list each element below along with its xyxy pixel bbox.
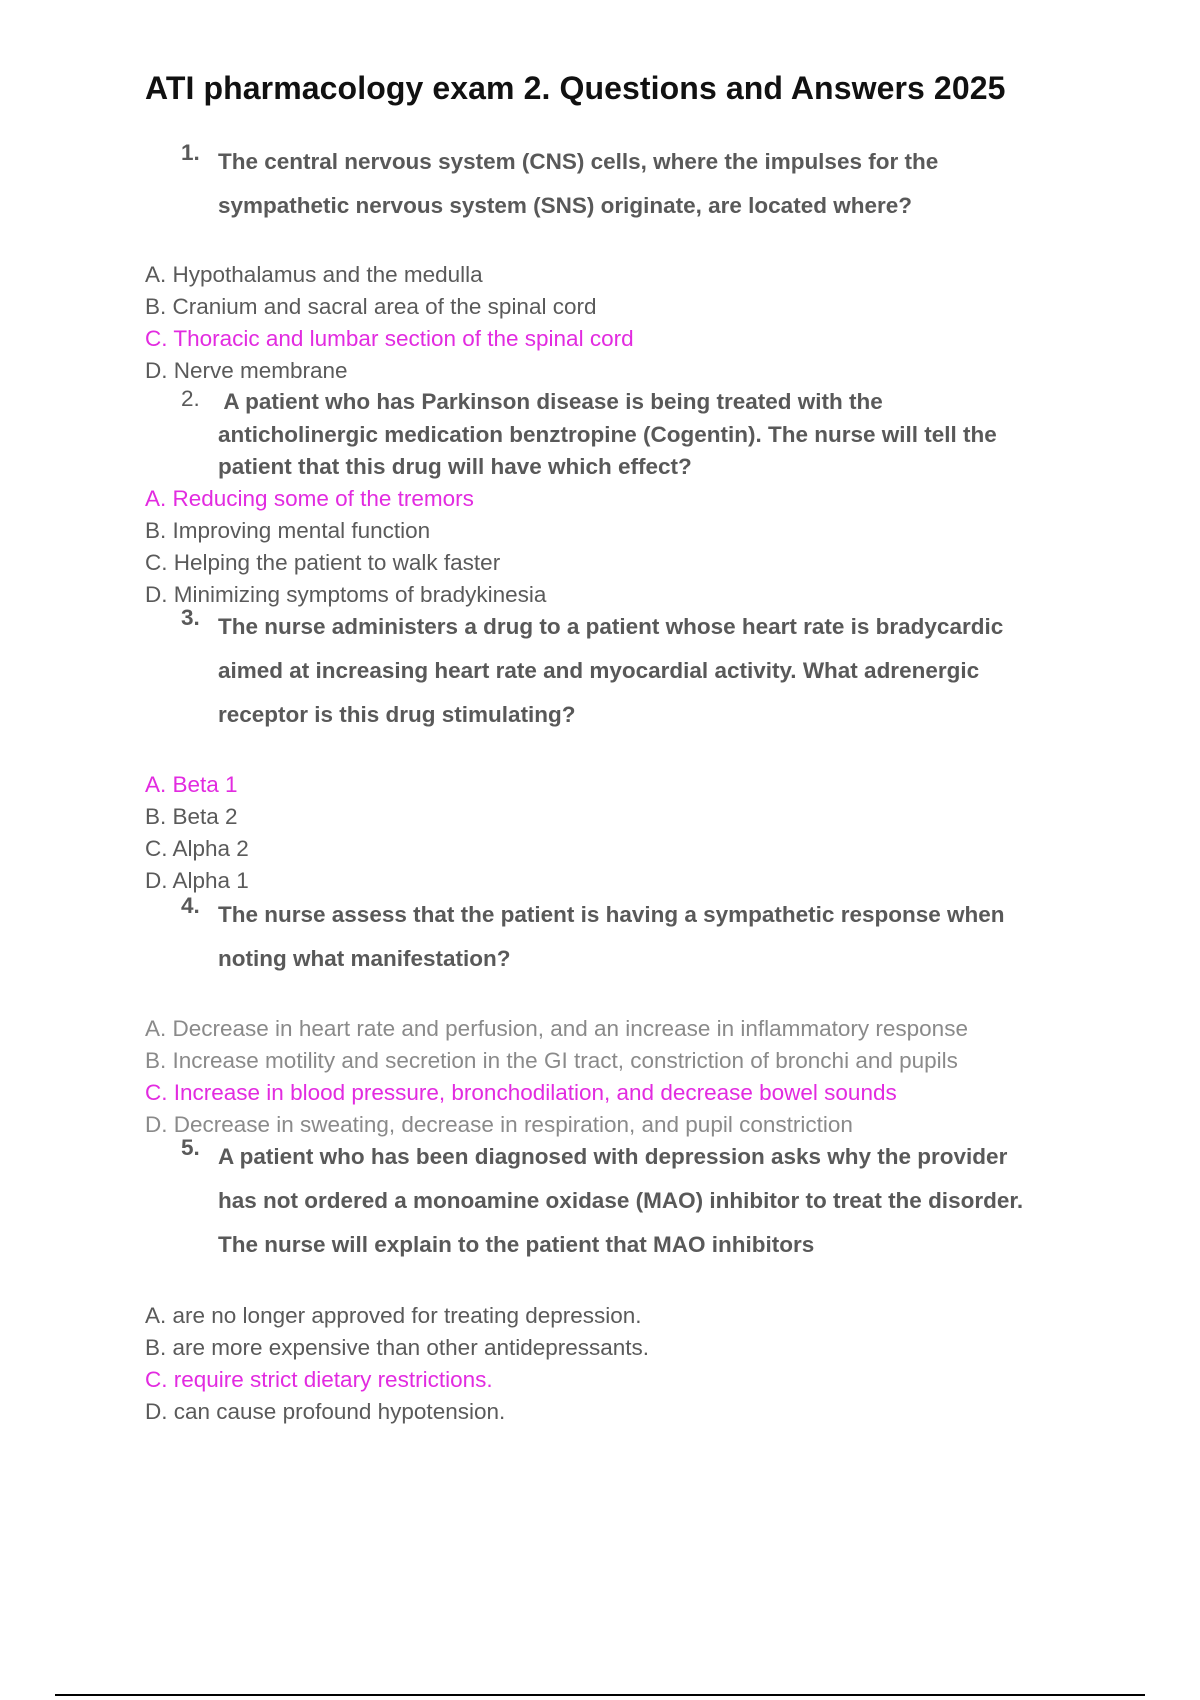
answer-option-correct: C. Thoracic and lumbar section of the spinal cord [145,326,634,351]
question-text-line: patient that this drug will have which effect? [218,454,692,479]
question-number: 2. [181,386,200,411]
question-number: 5. [181,1135,200,1160]
document-title: ATI pharmacology exam 2. Questions and Answers 2025 [145,70,1006,106]
answer-option: B. Cranium and sacral area of the spinal cord [145,294,597,319]
answer-options-4 [145,1013,1145,1141]
answer-option: D. Minimizing symptoms of bradykinesia [145,582,547,607]
answer-options-2 [145,483,1145,611]
answer-option: C. Helping the patient to walk faster [145,550,501,575]
question-text-line: noting what manifestation? [218,946,511,971]
answer-options-5 [145,1300,1145,1428]
question-4 [181,893,1098,981]
question-text-line: The nurse administers a drug to a patient whose heart rate is bradycardic [218,614,1004,639]
question-5 [181,1135,1098,1267]
question-text-line: The nurse will explain to the patient that MAO inhibitors [218,1232,815,1257]
answer-option: D. Nerve membrane [145,358,348,383]
question-text-line: sympathetic nervous system (SNS) originate, are located where? [218,193,912,218]
question-text-line: The nurse assess that the patient is having a sympathetic response when [218,902,1005,927]
question-text-line: aimed at increasing heart rate and myocardial activity. What adrenergic [218,658,980,683]
answer-options-3 [145,769,1145,897]
question-text-line: has not ordered a monoamine oxidase (MAO) inhibitor to treat the disorder. [218,1188,1024,1213]
answer-option: B. are more expensive than other antidepressants. [145,1335,650,1360]
answer-option: C. Alpha 2 [145,836,249,861]
answer-option-correct: A. Reducing some of the tremors [145,486,474,511]
answer-option: A. Decrease in heart rate and perfusion, and an increase in inflammatory response [145,1016,968,1041]
answer-option: B. Improving mental function [145,518,431,543]
question-text-line: receptor is this drug stimulating? [218,702,576,727]
answer-option-correct: A. Beta 1 [145,772,238,797]
answer-option: D. Alpha 1 [145,868,249,893]
page-bottom-rule [55,1694,1145,1696]
answer-options-1 [145,259,1145,387]
answer-option: D. Decrease in sweating, decrease in respiration, and pupil constriction [145,1112,853,1137]
answer-option: B. Beta 2 [145,804,238,829]
question-number: 4. [181,893,200,918]
question-text-line: A patient who has been diagnosed with depression asks why the provider [218,1144,1008,1169]
answer-option: A. Hypothalamus and the medulla [145,262,483,287]
question-1 [181,140,1098,228]
answer-option-correct: C. require strict dietary restrictions. [145,1367,493,1392]
question-number: 3. [181,605,200,630]
answer-option-correct: C. Increase in blood pressure, bronchodilation, and decrease bowel sounds [145,1080,897,1105]
question-2 [181,386,1098,484]
question-text-line: anticholinergic medication benztropine (Cogentin). The nurse will tell the [218,421,997,447]
answer-option: B. Increase motility and secretion in the GI tract, constriction of bronchi and pupils [145,1048,958,1073]
question-text-line: The central nervous system (CNS) cells, where the impulses for the [218,149,939,174]
answer-option: A. are no longer approved for treating depression. [145,1303,642,1328]
question-3 [181,605,1098,737]
question-text-line: A patient who has Parkinson disease is being treated with the [218,389,883,414]
answer-option: D. can cause profound hypotension. [145,1399,506,1424]
question-number: 1. [181,140,200,165]
